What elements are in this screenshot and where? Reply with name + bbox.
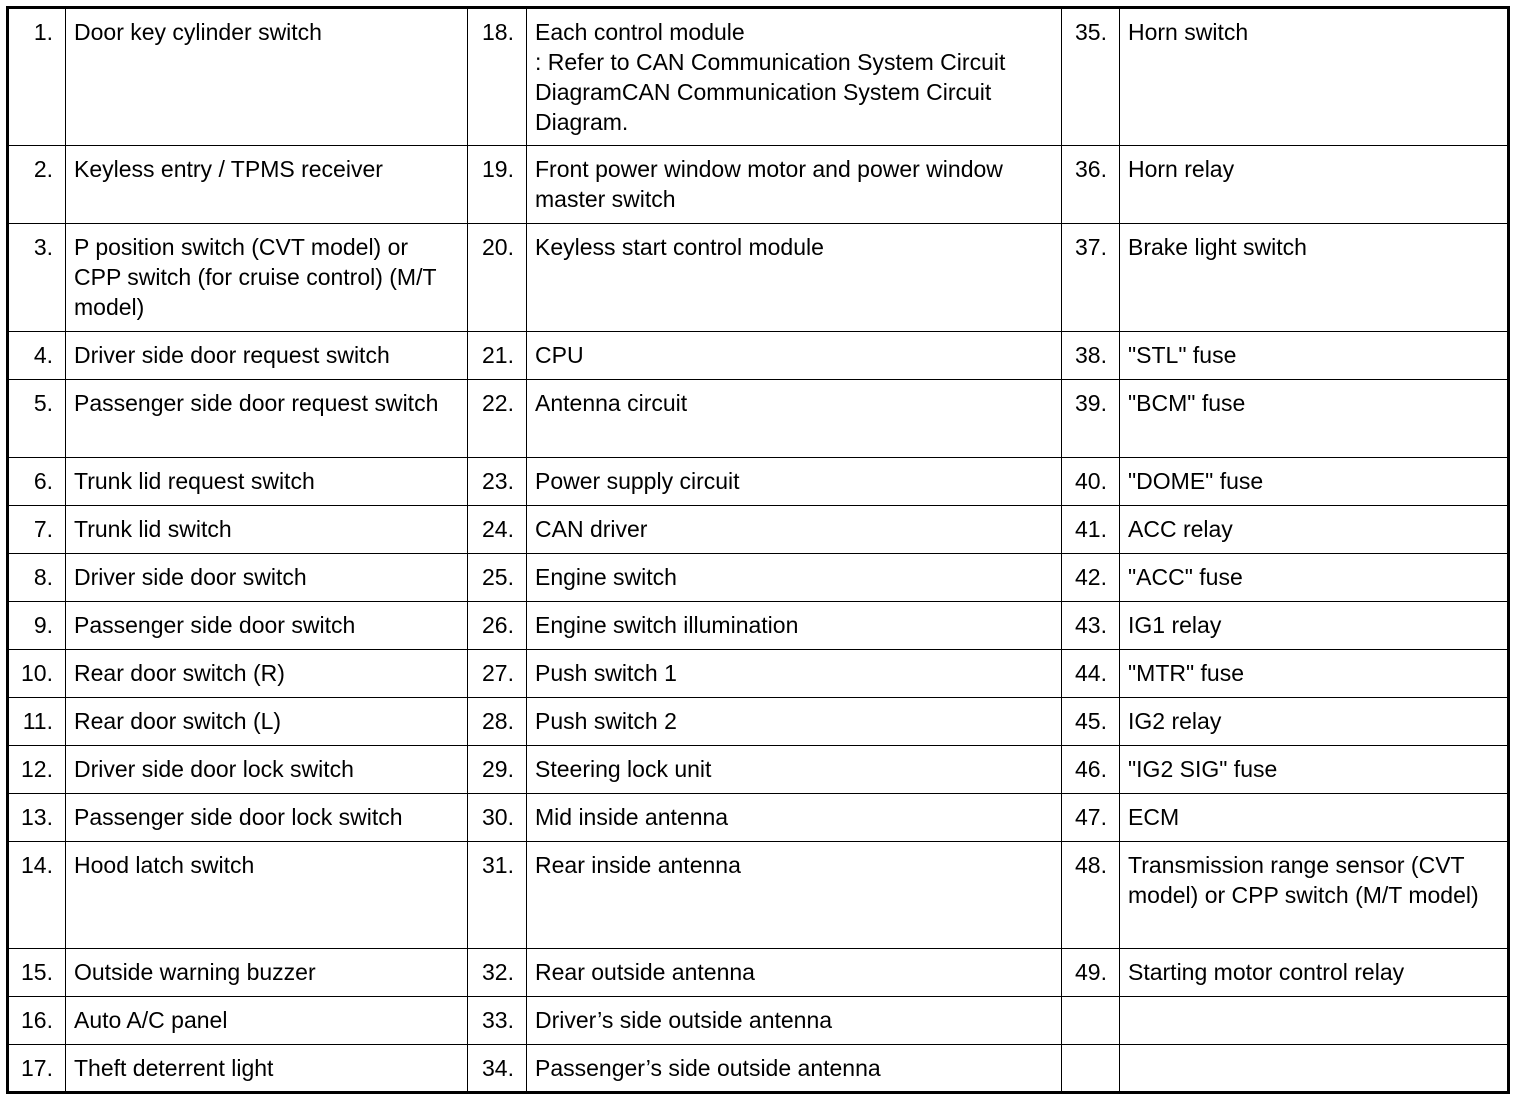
item-description: "IG2 SIG" fuse bbox=[1120, 746, 1509, 794]
item-number: 37. bbox=[1062, 224, 1120, 332]
item-description: Keyless entry / TPMS receiver bbox=[66, 146, 468, 224]
item-description bbox=[1120, 1045, 1509, 1093]
item-description: Driver side door switch bbox=[66, 554, 468, 602]
item-number: 5. bbox=[8, 380, 66, 458]
item-number: 23. bbox=[468, 458, 527, 506]
legend-body bbox=[8, 8, 1509, 1093]
item-description: Driver side door lock switch bbox=[66, 746, 468, 794]
item-number: 21. bbox=[468, 332, 527, 380]
item-number: 20. bbox=[468, 224, 527, 332]
item-description bbox=[1120, 997, 1509, 1045]
table-row bbox=[8, 997, 1509, 1045]
item-number: 40. bbox=[1062, 458, 1120, 506]
item-description: Theft deterrent light bbox=[66, 1045, 468, 1093]
item-description: "MTR" fuse bbox=[1120, 650, 1509, 698]
item-number: 26. bbox=[468, 602, 527, 650]
item-description: Mid inside antenna bbox=[527, 794, 1062, 842]
item-number: 17. bbox=[8, 1045, 66, 1093]
item-description: Keyless start control module bbox=[527, 224, 1062, 332]
item-description: Trunk lid request switch bbox=[66, 458, 468, 506]
item-number: 38. bbox=[1062, 332, 1120, 380]
table-row bbox=[8, 506, 1509, 554]
item-number: 43. bbox=[1062, 602, 1120, 650]
item-description: Passenger’s side outside antenna bbox=[527, 1045, 1062, 1093]
legend-table bbox=[6, 6, 1510, 1094]
item-description: Auto A/C panel bbox=[66, 997, 468, 1045]
item-number: 3. bbox=[8, 224, 66, 332]
item-number: 39. bbox=[1062, 380, 1120, 458]
item-number: 10. bbox=[8, 650, 66, 698]
item-description: ACC relay bbox=[1120, 506, 1509, 554]
item-number: 35. bbox=[1062, 8, 1120, 146]
item-description: Brake light switch bbox=[1120, 224, 1509, 332]
item-description: Rear door switch (R) bbox=[66, 650, 468, 698]
item-description: Passenger side door switch bbox=[66, 602, 468, 650]
item-description: IG2 relay bbox=[1120, 698, 1509, 746]
item-description: Passenger side door request switch bbox=[66, 380, 468, 458]
item-description: "ACC" fuse bbox=[1120, 554, 1509, 602]
item-number: 47. bbox=[1062, 794, 1120, 842]
item-number: 1. bbox=[8, 8, 66, 146]
item-description: "STL" fuse bbox=[1120, 332, 1509, 380]
table-row bbox=[8, 794, 1509, 842]
item-number: 6. bbox=[8, 458, 66, 506]
item-number: 19. bbox=[468, 146, 527, 224]
item-number: 11. bbox=[8, 698, 66, 746]
item-number: 34. bbox=[468, 1045, 527, 1093]
item-number: 44. bbox=[1062, 650, 1120, 698]
item-description: Passenger side door lock switch bbox=[66, 794, 468, 842]
item-description: Power supply circuit bbox=[527, 458, 1062, 506]
item-description: Rear outside antenna bbox=[527, 949, 1062, 997]
item-number: 2. bbox=[8, 146, 66, 224]
item-number bbox=[1062, 997, 1120, 1045]
item-number: 49. bbox=[1062, 949, 1120, 997]
item-number: 45. bbox=[1062, 698, 1120, 746]
table-row bbox=[8, 746, 1509, 794]
item-number: 36. bbox=[1062, 146, 1120, 224]
item-number: 15. bbox=[8, 949, 66, 997]
item-description: Engine switch illumination bbox=[527, 602, 1062, 650]
item-description: Door key cylinder switch bbox=[66, 8, 468, 146]
item-description: Push switch 2 bbox=[527, 698, 1062, 746]
table-row bbox=[8, 554, 1509, 602]
item-description: "DOME" fuse bbox=[1120, 458, 1509, 506]
item-description: P position switch (CVT model) or CPP switch (for cruise control) (M/T model) bbox=[66, 224, 468, 332]
item-description: Push switch 1 bbox=[527, 650, 1062, 698]
table-row bbox=[8, 1045, 1509, 1093]
item-description: IG1 relay bbox=[1120, 602, 1509, 650]
table-row bbox=[8, 458, 1509, 506]
item-number: 48. bbox=[1062, 842, 1120, 949]
item-number: 29. bbox=[468, 746, 527, 794]
item-number: 8. bbox=[8, 554, 66, 602]
item-description: Rear door switch (L) bbox=[66, 698, 468, 746]
item-number: 16. bbox=[8, 997, 66, 1045]
item-number bbox=[1062, 1045, 1120, 1093]
table-row bbox=[8, 698, 1509, 746]
item-number: 33. bbox=[468, 997, 527, 1045]
item-number: 14. bbox=[8, 842, 66, 949]
item-description: Antenna circuit bbox=[527, 380, 1062, 458]
item-description: Driver side door request switch bbox=[66, 332, 468, 380]
item-description: Each control module : Refer to CAN Communication System Circuit DiagramCAN Communication System Circuit Diagram. bbox=[527, 8, 1062, 146]
item-number: 42. bbox=[1062, 554, 1120, 602]
item-number: 22. bbox=[468, 380, 527, 458]
table-row bbox=[8, 949, 1509, 997]
item-number: 31. bbox=[468, 842, 527, 949]
table-row bbox=[8, 380, 1509, 458]
item-number: 27. bbox=[468, 650, 527, 698]
item-description: Transmission range sensor (CVT model) or CPP switch (M/T model) bbox=[1120, 842, 1509, 949]
item-description: ECM bbox=[1120, 794, 1509, 842]
item-description: Engine switch bbox=[527, 554, 1062, 602]
table-row bbox=[8, 146, 1509, 224]
item-description: Outside warning buzzer bbox=[66, 949, 468, 997]
item-number: 24. bbox=[468, 506, 527, 554]
item-description: Rear inside antenna bbox=[527, 842, 1062, 949]
item-number: 18. bbox=[468, 8, 527, 146]
table-row bbox=[8, 8, 1509, 146]
table-row bbox=[8, 842, 1509, 949]
table-row bbox=[8, 332, 1509, 380]
item-description: Front power window motor and power window master switch bbox=[527, 146, 1062, 224]
item-description: Driver’s side outside antenna bbox=[527, 997, 1062, 1045]
item-number: 9. bbox=[8, 602, 66, 650]
item-number: 25. bbox=[468, 554, 527, 602]
item-description: CAN driver bbox=[527, 506, 1062, 554]
item-description: Hood latch switch bbox=[66, 842, 468, 949]
item-description: CPU bbox=[527, 332, 1062, 380]
item-description: Horn relay bbox=[1120, 146, 1509, 224]
item-number: 12. bbox=[8, 746, 66, 794]
item-description: Horn switch bbox=[1120, 8, 1509, 146]
table-row bbox=[8, 224, 1509, 332]
item-number: 28. bbox=[468, 698, 527, 746]
table-row bbox=[8, 650, 1509, 698]
item-number: 46. bbox=[1062, 746, 1120, 794]
item-description: Steering lock unit bbox=[527, 746, 1062, 794]
item-number: 4. bbox=[8, 332, 66, 380]
table-row bbox=[8, 602, 1509, 650]
item-description: "BCM" fuse bbox=[1120, 380, 1509, 458]
item-description: Trunk lid switch bbox=[66, 506, 468, 554]
item-description: Starting motor control relay bbox=[1120, 949, 1509, 997]
item-number: 13. bbox=[8, 794, 66, 842]
item-number: 30. bbox=[468, 794, 527, 842]
item-number: 32. bbox=[468, 949, 527, 997]
item-number: 7. bbox=[8, 506, 66, 554]
item-number: 41. bbox=[1062, 506, 1120, 554]
